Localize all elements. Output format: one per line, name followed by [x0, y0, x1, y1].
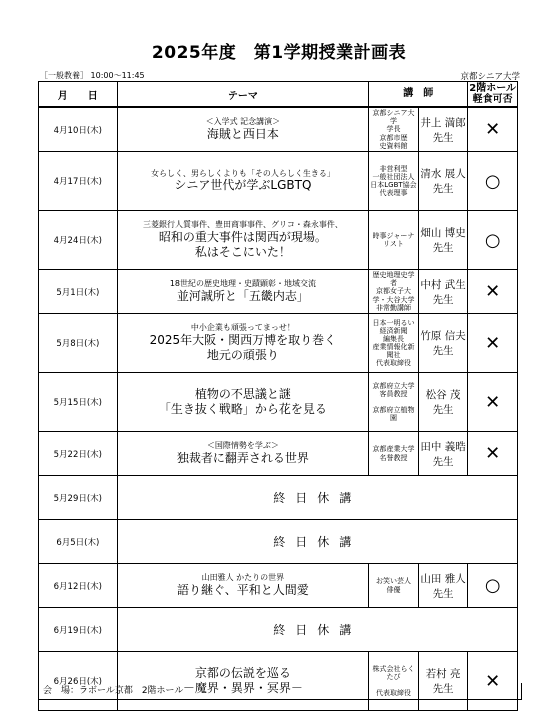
lecturer-name: 中村 武生 先生: [418, 270, 468, 314]
lecturer-affiliation: [369, 652, 419, 711]
affiliation-line: お笑い芸人: [375, 577, 411, 586]
row-theme: [117, 652, 369, 711]
theme-title: 植物の不思議と謎: [194, 387, 291, 401]
table-row: [39, 211, 518, 270]
row-theme: [117, 432, 369, 476]
row-theme: [117, 211, 369, 270]
lecturer-name: 松谷 茂 先生: [418, 373, 468, 432]
lecturer-affiliation: [369, 564, 419, 608]
header-row: [39, 82, 518, 108]
hall-meal-mark: ✕: [468, 432, 518, 476]
theme-title: 並河誠所と「五畿内志」: [176, 288, 309, 303]
theme-title-line2: 地元の頑張り: [206, 347, 279, 362]
affiliation-line: 産業情報化新聞社: [372, 343, 415, 360]
affiliation-line: 名誉教授: [379, 453, 408, 462]
school-name: 京都シニア大学: [460, 72, 520, 82]
lecturer-name: 竹原 信夫 先生: [418, 314, 468, 373]
theme-title: 2025年大阪・関西万博を取り巻く: [149, 332, 337, 347]
holiday-cell: 終日休講: [117, 476, 517, 520]
row-theme: [117, 564, 369, 608]
affiliation-line: 京都市歴: [379, 133, 408, 142]
schedule-table: [38, 81, 518, 711]
hall-meal-mark: ○: [468, 152, 518, 211]
theme-title-line2: 「生き抜く戦略」から花を見る: [158, 402, 327, 416]
affiliation-line: 代表理事: [379, 189, 408, 198]
lecturer-name: 田中 義晧 先生: [418, 432, 468, 476]
affiliation-line: 非営利型: [379, 164, 408, 173]
affiliation-line: 歴史地理史学者: [372, 271, 415, 288]
lecturer-name: 畑山 博史 先生: [418, 211, 468, 270]
venue: 会 場：ラボール京都 2階ホール: [38, 683, 522, 700]
affiliation-line: 株式会社らくたび: [372, 664, 415, 681]
theme-title-line2: 私はそこにいた！: [194, 244, 291, 259]
row-date: 6月5日(木): [39, 520, 118, 564]
header-hall: [468, 82, 518, 108]
row-theme: [117, 314, 369, 373]
table-row: [39, 373, 518, 432]
row-date: 5月1日(木): [39, 270, 118, 314]
lecturer-affiliation: [369, 270, 419, 314]
row-theme: [117, 270, 369, 314]
affiliation-line: 史資料館: [379, 141, 408, 150]
row-date: 6月12日(木): [39, 564, 118, 608]
table-row: [39, 608, 518, 652]
theme-subtitle: 三菱銀行人質事件、豊田商事事件、グリコ・森永事件、: [142, 220, 343, 230]
lecturer-affiliation: [369, 314, 419, 373]
affiliation-line: 日本LGBT協会: [370, 181, 417, 189]
affiliation-line: 代表取締役: [375, 359, 411, 368]
row-date: 5月22日(木): [39, 432, 118, 476]
affiliation-line: 一般社団法人: [372, 172, 415, 181]
row-date: 6月19日(木): [39, 608, 118, 652]
lecturer-affiliation: [369, 211, 419, 270]
table-row: [39, 107, 518, 152]
affiliation-line: 京都産業大学: [372, 445, 415, 454]
page-title: 2025年度 第1学期授業計画表: [151, 43, 407, 63]
theme-title: 京都の伝説を巡る: [194, 666, 291, 680]
holiday-cell: 終日休講: [117, 520, 517, 564]
affiliation-line: 編集長: [382, 334, 404, 343]
hall-meal-mark: ○: [468, 564, 518, 608]
row-theme: [117, 152, 369, 211]
hall-meal-mark: ✕: [468, 107, 518, 152]
row-date: 5月8日(木): [39, 314, 118, 373]
lecturer-name: 井上 満郎 先生: [418, 107, 468, 152]
theme-title-line2: －魔界・異界・冥界－: [182, 681, 303, 695]
affiliation-line: 代表取締役: [375, 689, 411, 698]
theme-subtitle: 山田雅人 かたりの世界: [201, 573, 285, 583]
affiliation-line: [369, 398, 418, 406]
table-row: [39, 152, 518, 211]
row-date: 6月26日(木): [39, 652, 118, 711]
lecturer-name: 清水 展人 先生: [418, 152, 468, 211]
lecturer-affiliation: [369, 152, 419, 211]
affiliation-line: 京都シニア大学: [372, 109, 415, 126]
row-date: 4月10日(木): [39, 107, 118, 152]
table-row: [39, 314, 518, 373]
theme-title: シニア世代が学ぶLGBTQ: [174, 178, 312, 193]
hall-meal-mark: ○: [468, 211, 518, 270]
row-date: 5月29日(木): [39, 476, 118, 520]
affiliation-line: 京都女子大学・大谷大学: [372, 287, 415, 304]
affiliation-line: 学長: [386, 125, 401, 134]
theme-title: 独裁者に翻弄される世界: [176, 450, 309, 465]
theme-subtitle: 中小企業も頑張ってまっせ！: [190, 323, 295, 333]
row-theme: [117, 373, 369, 432]
row-theme: [117, 107, 369, 152]
header-theme: テーマ: [117, 82, 369, 108]
hall-meal-mark: ✕: [468, 270, 518, 314]
lecturer-affiliation: [369, 373, 419, 432]
table-row: [39, 270, 518, 314]
header-date: 月 日: [39, 82, 118, 108]
lecturer-affiliation: [369, 107, 419, 152]
affiliation-line: 客員教授: [379, 389, 408, 398]
lecturer-name: 山田 雅人 先生: [418, 564, 468, 608]
header-hall-text: 2階ホール 軽食可否: [469, 82, 517, 105]
theme-title: 語り継ぐ、平和と人間愛: [177, 582, 309, 597]
affiliation-line: 俳優: [386, 585, 401, 594]
affiliation-line: 京都府立植物園: [372, 406, 415, 423]
theme-subtitle: ＜入学式 記念講演＞: [205, 117, 281, 127]
table-row: [39, 564, 518, 608]
course-time: ［一般教養］ 10:00～11:45: [40, 71, 145, 80]
affiliation-line: 京都府立大学: [372, 381, 415, 390]
hall-meal-mark: ✕: [468, 652, 518, 711]
table-row: [39, 476, 518, 520]
lecturer-name: 若村 亮 先生: [418, 652, 468, 711]
lecturer-affiliation: [369, 432, 419, 476]
table-row: [39, 520, 518, 564]
affiliation-line: 非常勤講師: [375, 303, 411, 312]
affiliation-line: 時事ジャーナリスト: [372, 231, 415, 248]
theme-title: 海賊と西日本: [206, 126, 279, 141]
affiliation-line: 日本一明るい経済新聞: [372, 318, 415, 335]
row-date: 5月15日(木): [39, 373, 118, 432]
holiday-cell: 終日休講: [117, 608, 517, 652]
hall-meal-mark: ✕: [468, 314, 518, 373]
row-date: 4月24日(木): [39, 211, 118, 270]
theme-subtitle: 18世紀の歴史地理・史蹟顕彰・地域交流: [169, 279, 316, 289]
row-date: 4月17日(木): [39, 152, 118, 211]
table-row: [39, 432, 518, 476]
hall-meal-mark: ✕: [468, 373, 518, 432]
theme-title: 昭和の重大事件は関西が現場。: [158, 229, 327, 244]
theme-subtitle: 女らしく、男らしくよりも「その人らしく生きる」: [150, 168, 335, 178]
header-lecturer: 講 師: [369, 82, 468, 108]
theme-subtitle: ＜国際情勢を学ぶ＞: [206, 441, 279, 451]
table-row: [39, 652, 518, 711]
